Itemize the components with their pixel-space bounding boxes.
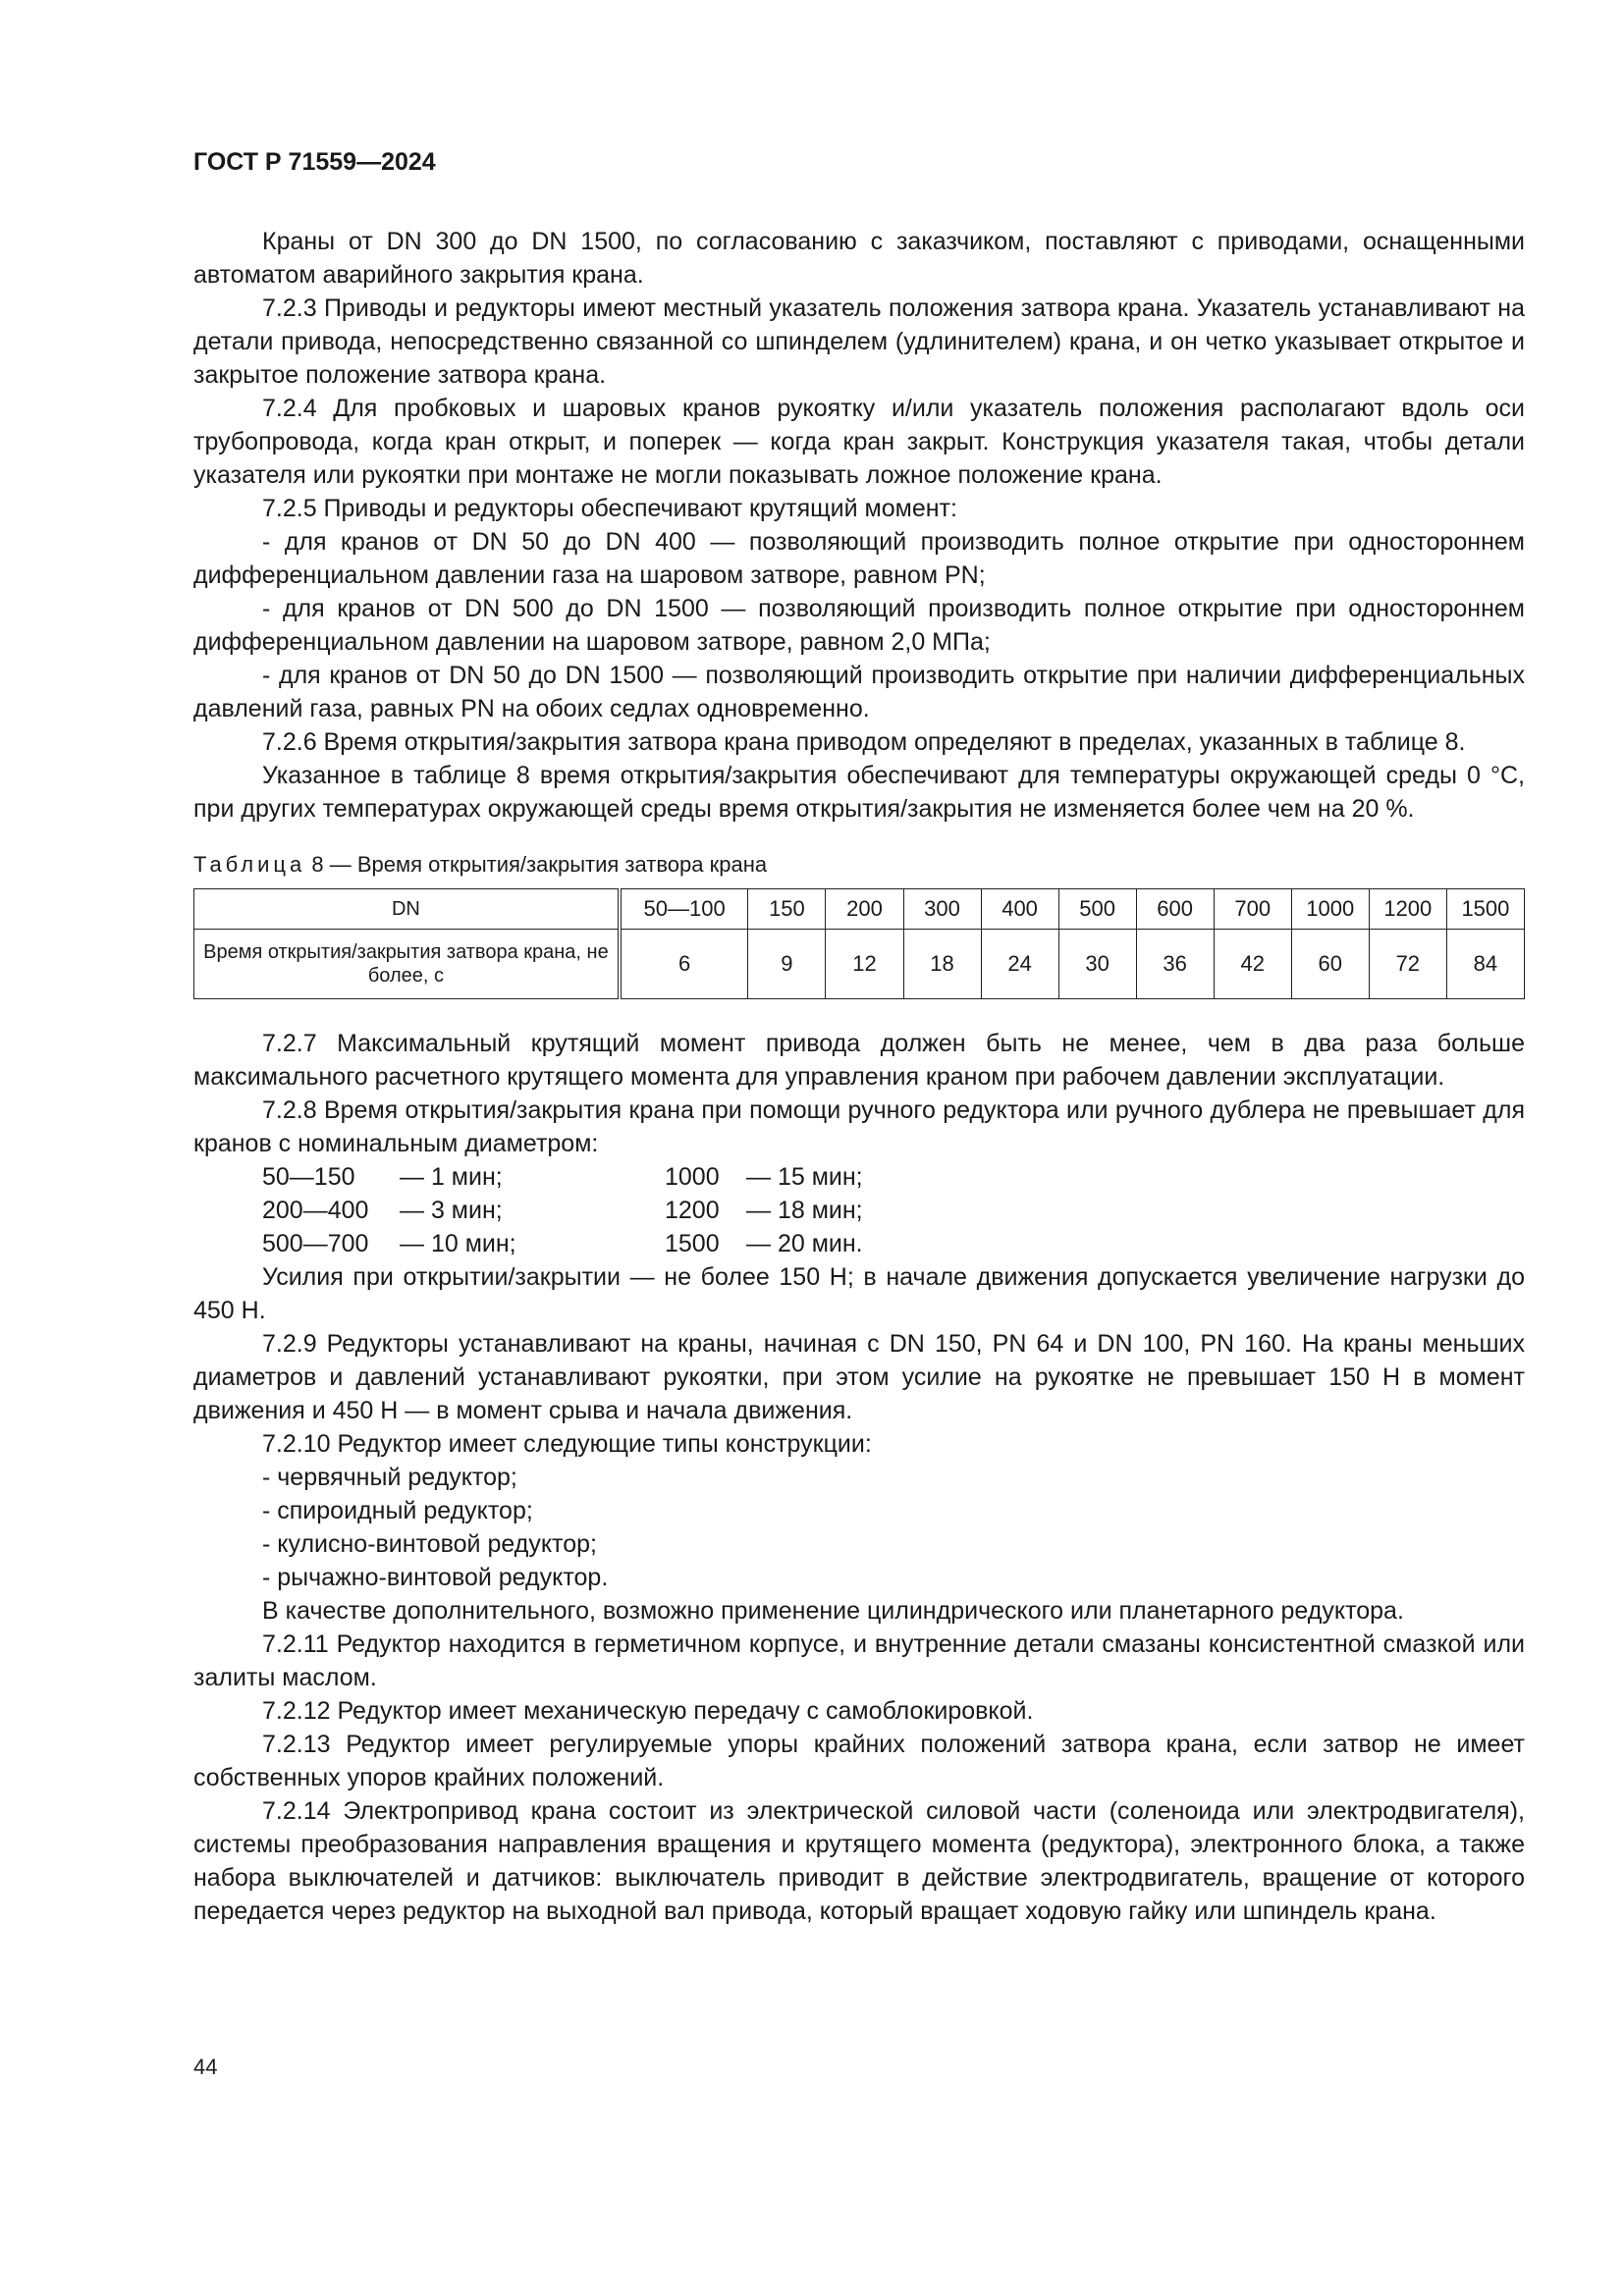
table-cell: 1200: [1369, 889, 1446, 930]
paragraph: 7.2.5 Приводы и редукторы обеспечивают крутящий момент:: [262, 495, 957, 522]
table-cell: 84: [1446, 930, 1524, 999]
table-cell: 600: [1136, 889, 1214, 930]
paragraph: 7.2.11 Редуктор находится в герметичном корпусе, и внутренние детали смазаны консистентной смазкой или залиты маслом.: [193, 1630, 1525, 1691]
paragraph: 7.2.14 Электропривод крана состоит из электрической силовой части (соленоида или электродвигателя), системы преобразования направления вращения и крутящего момента (редуктора), электронного блока, а также набора выключателей и датчиков: выключатель приводит в действие электродвигатель, вращение от которого передается через редуктор на выходной вал привода, который вращает ходовую гайку или шпиндель крана.: [193, 1797, 1525, 1925]
document-page: [193, 147, 1525, 1928]
time-value: — 18 мин;: [746, 1197, 863, 1224]
paragraph: 7.2.9 Редукторы устанавливают на краны, начиная с DN 150, PN 64 и DN 100, PN 160. На краны меньших диаметров и давлений устанавливают рукоятки, при этом усилие на рукоятке не превышает 150 Н в момент движения и 450 Н — в момент срыва и начала движения.: [193, 1330, 1525, 1424]
table-cell: 18: [903, 930, 981, 999]
time-value: — 20 мин.: [746, 1230, 863, 1257]
list-item: - для кранов от DN 500 до DN 1500 — позволяющий производить полное открытие при одностороннем дифференциальном давлении на шаровом затворе, равном 2,0 МПа;: [193, 595, 1525, 656]
table-8: [193, 888, 1525, 999]
manual-times-row: [193, 1194, 1525, 1227]
table-cell: 300: [903, 889, 981, 930]
table-cell: 42: [1214, 930, 1291, 999]
paragraph: Краны от DN 300 до DN 1500, по согласованию с заказчиком, поставляют с приводами, оснащенными автоматом аварийного закрытия крана.: [193, 228, 1525, 289]
table-cell: 9: [748, 930, 826, 999]
table-cell: 700: [1214, 889, 1291, 930]
table-cell: 72: [1369, 930, 1446, 999]
table-row-time: [194, 930, 1525, 999]
table-cell: 36: [1136, 930, 1214, 999]
time-value: — 15 мин;: [746, 1163, 863, 1191]
table-cell: 400: [981, 889, 1058, 930]
table-cell: 200: [826, 889, 903, 930]
dn-range: 1200: [665, 1197, 720, 1224]
paragraph: Усилия при открытии/закрытии — не более 150 Н; в начале движения допускается увеличение нагрузки до 450 Н.: [193, 1263, 1525, 1324]
paragraph: В качестве дополнительного, возможно применение цилиндрического или планетарного редуктора.: [262, 1597, 1404, 1625]
table-row-dn: [194, 889, 1525, 930]
table-head-time: Время открытия/закрытия затвора крана, не более, с: [194, 930, 620, 999]
time-value: — 10 мин;: [400, 1230, 516, 1257]
manual-times-row: [193, 1160, 1525, 1194]
paragraph: 7.2.10 Редуктор имеет следующие типы конструкции:: [262, 1430, 872, 1458]
section-top: [193, 225, 1525, 826]
page-number: 44: [193, 2055, 218, 2079]
page-header: ГОСТ Р 71559—2024: [193, 148, 436, 176]
paragraph: 7.2.6 Время открытия/закрытия затвора крана приводом определяют в пределах, указанных в таблице 8.: [262, 728, 1466, 756]
paragraph: Указанное в таблице 8 время открытия/закрытия обеспечивают для температуры окружающей среды 0 °С, при других температурах окружающей среды время открытия/закрытия не изменяется более чем на 20 %.: [193, 762, 1525, 823]
dn-range: 1000: [665, 1163, 720, 1191]
table-cell: 24: [981, 930, 1058, 999]
table-cell: 150: [748, 889, 826, 930]
dn-range: 1500: [665, 1230, 720, 1257]
list-item: - для кранов от DN 50 до DN 1500 — позволяющий производить открытие при наличии дифференциальных давлений газа, равных PN на обоих седлах одновременно.: [193, 662, 1525, 722]
list-item: - спироидный редуктор;: [262, 1497, 533, 1524]
table-caption-text: 8 — Время открытия/закрытия затвора крана: [311, 852, 768, 877]
table-cell: 60: [1291, 930, 1369, 999]
table-head-dn: DN: [194, 889, 620, 930]
paragraph: 7.2.4 Для пробковых и шаровых кранов рукоятку и/или указатель положения располагают вдоль оси трубопровода, когда кран открыт, и поперек — когда кран закрыт. Конструкция указателя такая, чтобы детали указателя или рукоятки при монтаже не могли показывать ложное положение крана.: [193, 395, 1525, 489]
manual-times-list: [193, 1160, 1525, 1260]
table-cell: 1000: [1291, 889, 1369, 930]
dn-range: 500—700: [262, 1230, 369, 1257]
list-item: - для кранов от DN 50 до DN 400 — позволяющий производить полное открытие при одностороннем дифференциальном давлении газа на шаровом затворе, равном PN;: [193, 528, 1525, 589]
table-cell: 1500: [1446, 889, 1524, 930]
table-cell: 6: [620, 930, 748, 999]
section-mid: [193, 1027, 1525, 1160]
table-cell: 12: [826, 930, 903, 999]
list-item: - кулисно-винтовой редуктор;: [262, 1530, 597, 1558]
table-cell: 50—100: [620, 889, 748, 930]
paragraph: 7.2.12 Редуктор имеет механическую передачу с самоблокировкой.: [262, 1697, 1034, 1725]
time-value: — 1 мин;: [400, 1163, 503, 1191]
paragraph: 7.2.3 Приводы и редукторы имеют местный указатель положения затвора крана. Указатель устанавливают на детали привода, непосредственно связанной со шпинделем (удлинителем) крана, и он четко указывает открытое и закрытое положение затвора крана.: [193, 294, 1525, 389]
time-value: — 3 мин;: [400, 1197, 503, 1224]
section-bottom: [193, 1260, 1525, 1928]
table-caption: [193, 851, 1525, 879]
dn-range: 200—400: [262, 1197, 369, 1224]
manual-times-row: [193, 1227, 1525, 1260]
table-caption-label: Таблица: [193, 852, 306, 877]
list-item: - рычажно-винтовой редуктор.: [262, 1564, 609, 1591]
paragraph: 7.2.8 Время открытия/закрытия крана при помощи ручного редуктора или ручного дублера не превышает для кранов с номинальным диаметром:: [193, 1096, 1525, 1157]
list-item: - червячный редуктор;: [262, 1464, 517, 1491]
table-cell: 500: [1058, 889, 1136, 930]
dn-range: 50—150: [262, 1163, 355, 1191]
table-cell: 30: [1058, 930, 1136, 999]
paragraph: 7.2.13 Редуктор имеет регулируемые упоры крайних положений затвора крана, если затвор не имеет собственных упоров крайних положений.: [193, 1731, 1525, 1791]
paragraph: 7.2.7 Максимальный крутящий момент привода должен быть не менее, чем в два раза больше максимального расчетного крутящего момента для управления краном при рабочем давлении эксплуатации.: [193, 1030, 1525, 1091]
